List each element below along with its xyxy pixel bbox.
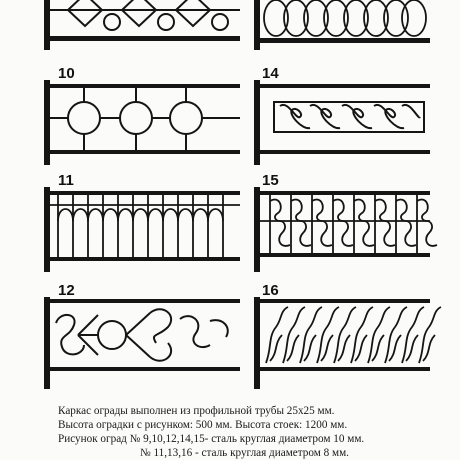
fence-drawing-15 (252, 187, 432, 272)
fence-drawing-top-left (40, 0, 240, 50)
fence-number-14: 14 (262, 65, 279, 82)
caption-line-steel-10mm: Рисунок оград № 9,10,12,14,15- сталь круглая диаметром 10 мм. (58, 433, 365, 445)
fence-panel-10 (40, 80, 240, 165)
caption-line-steel-8mm: № 11,13,16 - сталь круглая диаметром 8 мм. (140, 447, 349, 459)
fence-drawing-11 (40, 187, 240, 272)
fence-number-12: 12 (58, 282, 75, 299)
fence-panel-16 (252, 297, 432, 389)
fence-drawing-top-right (252, 0, 432, 50)
fence-drawing-16 (252, 297, 432, 389)
fence-number-16: 16 (262, 282, 279, 299)
fence-number-15: 15 (262, 172, 279, 189)
caption-line-frame: Каркас ограды выполнен из профильной трубы 25х25 мм. (58, 405, 335, 417)
fence-panel-top-left (40, 0, 240, 50)
fence-drawing-14 (252, 80, 432, 165)
fence-number-11: 11 (58, 172, 74, 189)
fence-panel-11 (40, 187, 240, 272)
fence-drawing-10 (40, 80, 240, 165)
fence-panel-14 (252, 80, 432, 165)
fence-panel-15 (252, 187, 432, 272)
fence-specification-caption (0, 404, 460, 460)
fence-panel-top-right (252, 0, 432, 50)
fence-number-10: 10 (58, 65, 75, 82)
fence-drawing-12 (40, 297, 240, 389)
fence-panel-12 (40, 297, 240, 389)
caption-line-heights: Высота оградки с рисунком: 500 мм. Высота стоек: 1200 мм. (58, 419, 348, 431)
